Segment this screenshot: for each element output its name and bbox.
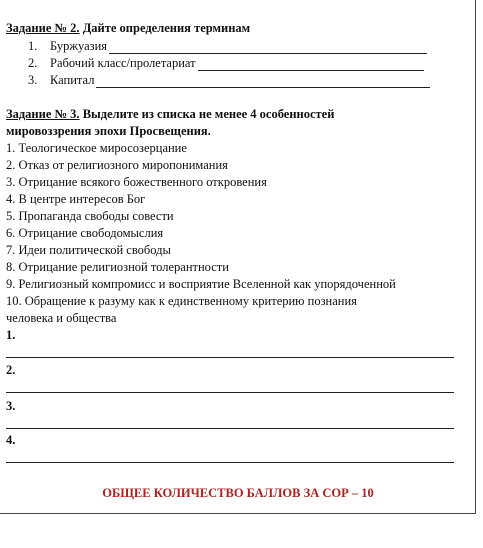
term-number: 3.: [28, 73, 38, 87]
list-item: 4. В центре интересов Бог: [6, 192, 146, 206]
total-score-note: ОБЩЕЕ КОЛИЧЕСТВО БАЛЛОВ ЗА СОР – 10: [102, 486, 374, 500]
term-row-working-class: [28, 55, 424, 71]
task3-heading-line1: [6, 106, 334, 122]
term-label: Рабочий класс/пролетариат: [50, 56, 196, 70]
list-item: 7. Идеи политической свободы: [6, 243, 171, 257]
task3-heading-line2: [6, 123, 211, 139]
answer-number: 4.: [6, 433, 16, 447]
task2-number: Задание № 2.: [6, 21, 80, 35]
term-number: 2.: [28, 56, 38, 70]
term-row-bourgeoisie: [28, 38, 427, 54]
term-row-capital: [28, 72, 430, 88]
list-item: 5. Пропаганда свободы совести: [6, 209, 174, 223]
answer-line[interactable]: [6, 428, 454, 429]
term-label: Капитал: [50, 73, 95, 87]
list-item: 6. Отрицание свободомыслия: [6, 226, 164, 240]
answer-line[interactable]: [6, 462, 454, 463]
task3-number: Задание № 3.: [6, 107, 80, 121]
list-item: 1. Теологическое миросозерцание: [6, 141, 187, 155]
definition-blank[interactable]: [198, 58, 424, 71]
term-number: 1.: [28, 39, 38, 53]
list-item: 3. Отрицание всякого божественного откровения: [6, 175, 267, 189]
answer-line[interactable]: [6, 392, 454, 393]
list-item-continuation: человека и общества: [6, 311, 117, 325]
answer-number: 2.: [6, 363, 16, 377]
task2-title: Дайте определения терминам: [82, 21, 251, 35]
term-label: Буржуазия: [50, 39, 108, 53]
answer-number: 1.: [6, 328, 16, 342]
task3-title-line2: мировоззрения эпохи Просвещения.: [6, 124, 211, 138]
answer-line[interactable]: [6, 357, 454, 358]
list-item: 10. Обращение к разуму как к единственному критерию познания: [6, 294, 357, 308]
definition-blank[interactable]: [109, 41, 427, 54]
list-item: 2. Отказ от религиозного миропонимания: [6, 158, 228, 172]
list-item: 9. Религиозный компромисс и восприятие Вселенной как упорядоченной: [6, 277, 396, 291]
definition-blank[interactable]: [96, 75, 430, 88]
answer-number: 3.: [6, 399, 16, 413]
list-item: 8. Отрицание религиозной толерантности: [6, 260, 229, 274]
task3-title-line1: Выделите из списка не менее 4 особенностей: [82, 107, 335, 121]
task2-heading: [6, 20, 250, 36]
